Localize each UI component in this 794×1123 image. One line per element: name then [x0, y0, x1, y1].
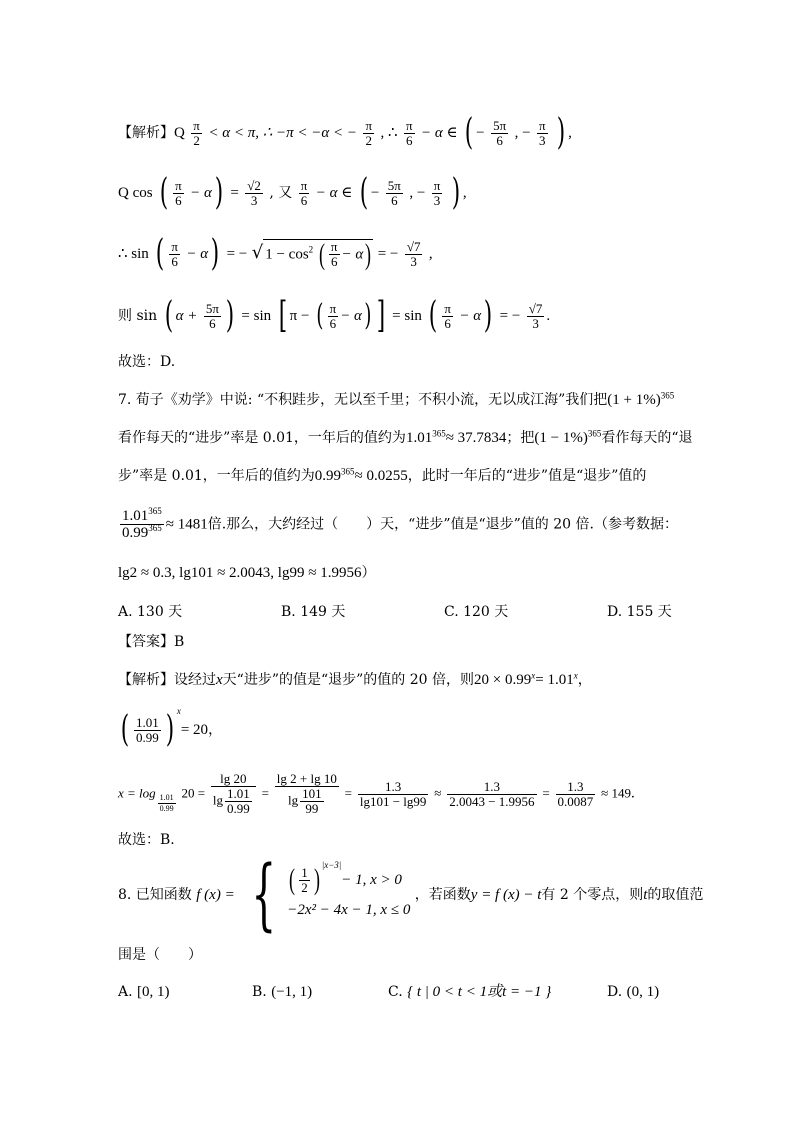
option-a-q8[interactable]: A. [0, 1) — [118, 984, 170, 1000]
fraction: lg 20 lg $\frac{1.01}{0.99}$ — [211, 772, 256, 816]
q8-line-2: 围是（ ） — [118, 947, 202, 963]
fraction: $\frac{5\pi}{6}$ — [493, 117, 507, 148]
option-c[interactable]: C. 120 天 — [444, 604, 509, 620]
choice-line-2: 故选：B. — [118, 832, 175, 848]
q7-solution-line-3: x = log $_{\frac{1.01}{0.99}}$ 20 = lg 20 lg $\frac{1.01}{0.99}$ = lg 2 + lg 10 lg $\frac{101}{99}$ = $\frac{1.3}{\lg 101 - \lg 99}$ ≈ $\frac{1.3}{2.0043 - 1.9956}$ = $\frac{1.3}{0.0087}$ ≈ 149. — [118, 771, 635, 816]
fraction: $\frac{\pi}{3}$ — [539, 117, 546, 148]
q7-line-1: 7. 荀子《劝学》中说: “不积跬步，无以至千里；不积小流，无以成江海”我们把$(1 + 1\%)^{365}$ — [118, 390, 675, 408]
fraction: $\frac{\pi}{2}$ — [193, 117, 200, 148]
fraction: $\frac{\pi}{6}$ — [171, 238, 178, 269]
fraction: $\frac{√2}{3}$ — [247, 177, 261, 208]
q8-line-1: 8. 已知函数 f (x) = { ( $\frac{1}{2}$ ) $^{|x-3|}$− 1, x > 0 −2x² − 4x − 1, x ≤ 0 ，若函数y = f (x) − t有 2 个零点，则t的取值范 — [118, 850, 704, 940]
analysis-tag: 【解析】 — [118, 125, 174, 141]
q7-line-2: 看作每天的“进步”率是 0.01，一年后的值约为$1.01^{365}\approx 37.7834$；把$(1 - 1\%)^{365}$看作每天的“退 — [118, 428, 693, 446]
piecewise-cases: ( $\frac{1}{2}$ ) $^{|x-3|}$− 1, x > 0 −2x² − 4x − 1, x ≤ 0 — [287, 859, 411, 919]
q7-solution-line-2: ( $\frac{1.01}{0.99}$ ) $^x$= 20， — [120, 706, 223, 750]
fraction: $\frac{\pi}{2}$ — [365, 117, 373, 148]
sqrt-radicand: $1 - \cos^2$ ( $\frac{\pi}{6}$ − α) — [265, 237, 372, 271]
fraction: $\frac{\pi}{6}$ — [175, 177, 182, 208]
option-d-q8[interactable]: D. (0, 1) — [607, 984, 660, 1000]
fraction: $\frac{\pi}{6}$ — [300, 177, 308, 208]
option-c-q8[interactable]: C. { t | 0 < t < 1或t = −1 } — [388, 984, 552, 1000]
fraction: $\frac{\pi}{3}$ — [433, 177, 441, 208]
fraction: $\frac{√7}{3}$ — [528, 300, 543, 331]
q7-line-3: 步”率是 0.01，一年后的值约为$0.99^{365}\approx 0.0255$，此时一年后的“进步”值是“退步”值的 — [118, 466, 647, 484]
q7-solution-line-1: 【解析】设经过x天“进步”的值是“退步”的值的 20 倍，则$20 \times 0.99^x= 1.01^x$， — [118, 670, 592, 688]
fraction: $\frac{5\pi}{6}$ — [205, 300, 219, 331]
choice-line: 故选：D. — [118, 354, 176, 370]
fraction: $\frac{1.3}{0.0087}$ — [557, 778, 594, 809]
fraction: $\frac{1.01}{0.99}$ — [136, 714, 159, 745]
option-d[interactable]: D. 155 天 — [607, 604, 672, 620]
option-b-q8[interactable]: B. (−1, 1) — [252, 984, 313, 1000]
solution-line-3: ∴ sin ( $\frac{\pi}{6}$ − α) = − √ $1 - \cos^2$ ( $\frac{\pi}{6}$ − α) = − $\frac{√7}{3}$ , — [118, 233, 433, 274]
option-b[interactable]: B. 149 天 — [281, 604, 346, 620]
fraction: $\frac{\pi}{6}$ — [329, 300, 337, 331]
q7-line-4: $\frac{1.01^{365}}{0.99^{365}}$ ≈ 1481倍.那么，大约经过（ ）天，“进步”值是“退步”值的 20 倍.（参考数据： — [122, 506, 678, 541]
q7-line-5: lg2 ≈ 0.3, lg101 ≈ 2.0043, lg99 ≈ 1.9956） — [118, 565, 376, 581]
solution-line-4: 则 sin ( α + $\frac{5\pi}{6}$ ) = sin [ π − ( $\frac{\pi}{6}$ − α) ] = sin ( $\frac{\pi}{6}$ − α) = − $\frac{√7}{3}$ . — [118, 295, 551, 336]
option-a[interactable]: A. 130 天 — [118, 604, 183, 620]
fraction: $\frac{1.01^{365}}{0.99^{365}}$ — [122, 506, 162, 541]
fraction: $\frac{√7}{3}$ — [406, 238, 421, 269]
fraction: lg 2 + lg 10 lg $\frac{101}{99}$ — [276, 771, 337, 816]
answer-line: 【答案】B — [118, 634, 185, 650]
fraction: $\frac{5\pi}{6}$ — [387, 177, 401, 208]
fraction: $\frac{1.3}{2.0043 - 1.9956}$ — [449, 778, 535, 809]
fraction: $\frac{1.3}{\lg 101 - \lg 99}$ — [359, 778, 427, 809]
solution-line-2: Q cos ( $\frac{\pi}{6}$ − α) = $\frac{√2}{3}$ , 又 $\frac{\pi}{6}$ − α ∈ ( − $\frac{5\pi}{6}$ , − $\frac{\pi}{3}$ ) , — [118, 172, 467, 213]
fraction: $\frac{\pi}{6}$ — [330, 239, 338, 270]
fraction: $\frac{\pi}{6}$ — [406, 117, 413, 148]
solution-line-1: 【解析】Q $\frac{\pi}{2}$ < α < π, ∴ −π < −α < − $\frac{\pi}{2}$ , ∴ $\frac{\pi}{6}$ − α ∈ ( − $\frac{5\pi}{6}$ , − $\frac{\pi}{3}$ ) , — [118, 112, 572, 153]
fraction: $\frac{\pi}{6}$ — [444, 300, 451, 331]
